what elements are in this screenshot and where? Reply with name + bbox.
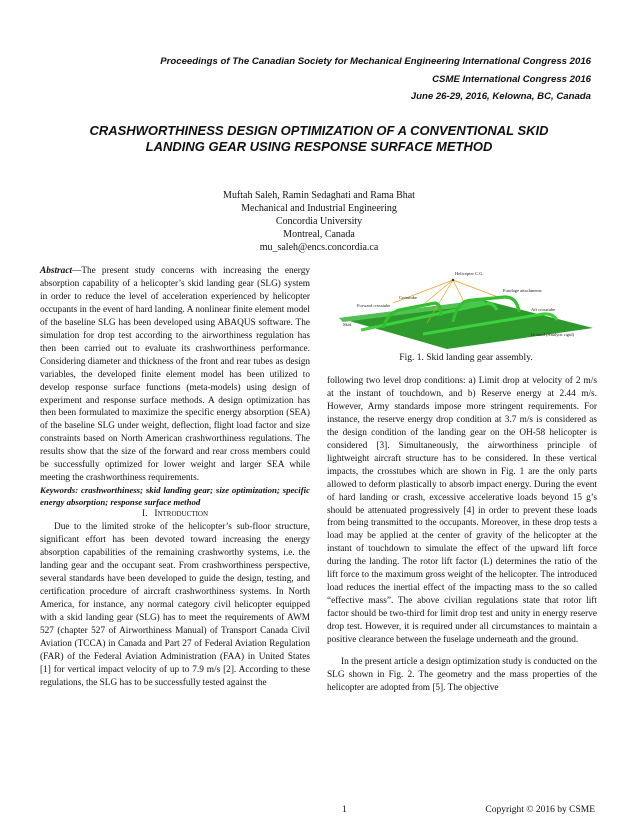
- proceedings-line: Proceedings of The Canadian Society for Mechanical Engineering International Congress 2016: [160, 56, 591, 67]
- right-paragraph-2: In the present article a design optimization study is conducted on the SLG shown in Fig. 2. The geometry and the mass properties of the helicopter are adopted from [5]. The objective: [327, 657, 597, 693]
- right-paragraph-1: following two level drop conditions: a) Limit drop at velocity of 2 m/s at the instant of touchdown, and b) Reserve energy at 2.44 m/s. However, Army standards impose more stringent requirements. For instance, the reserve energy drop condition at 3.7 m/s is considered as the design condition of the landing gear on the OH-58 helicopter is considered [3]. Simultaneously, the airworthiness principle of lightweight aircraft structure has to be considered. In these vertical impacts, the crosstubes which are shown in Fig. 1 are the only parts allowed to deform plastically to absorb impact energy. During the event of hard landing or crash, excessive accelerative loads beyond 15 g’s should be attenuated progressively [4] in order to prevent these loads from being transmitted to the occupants. Moreover, in these drop tests a load may be applied at the center of gravity of the helicopter at the instant of touchdown to simulate the effect of the upward lift force during the landing. The rotor lift factor (L) determines the ratio of the lift force to the maximum gross weight of the helicopter. The introduced load reduces the inertial effect of the impacting mass to the so called “effective mass”. The above civilian regulations state that rotor lift factor should be two-third for limit drop test and unity in energy reserve drop test. However, it is required under all circumstances to maintain a positive clearance between the fuselage underneath and the ground.: [327, 376, 597, 646]
- conference-date-location: June 26-29, 2016, Kelowna, BC, Canada: [410, 91, 591, 102]
- label-crosstube: Crosstube: [399, 295, 417, 300]
- section-title: Introduction: [154, 509, 209, 520]
- abstract-text: —The present study concerns with increasing the energy absorption capability of a helicopter’s skid landing gear (SLG) system in order to reduce the level of acceleration experienced by helicopter occupants in the event of hard landing. A nonlinear finite element model of the baseline SLG has been developed using ABAQUS software. The simulation for drop test according to the airworthiness regulation has then been carried out to evaluate its crashworthiness performance. Considering diameter and thickness of the front and rear tubes as design variables, the developed finite element model has been utilized to develop response surface functions (meta-models) using design of experiment and response surface methods. A design optimization has then been formulated to maximize the specific energy absorption (SEA) of the baseline SLG under weight, deflection, flight load factor and size constraints based on North American crashworthiness regulations. The results show that the size of the forward and rear cross members could be successfully optimized for lower weight and larger SEA while meeting the crashworthiness requirements.: [40, 266, 310, 484]
- label-forward-crosstube: Forward crosstube: [357, 303, 391, 308]
- label-fuselage-attachments: Fuselage attachments: [503, 288, 542, 293]
- right-column: [327, 375, 597, 695]
- label-aft-crosstube: Aft crosstube: [531, 307, 556, 312]
- figure-caption: Fig. 1. Skid landing gear assembly.: [399, 353, 533, 363]
- author-names: Muftah Saleh, Ramin Sedaghati and Rama Bhat: [223, 190, 415, 201]
- abstract: [40, 265, 310, 485]
- author-department: Mechanical and Industrial Engineering: [241, 203, 397, 214]
- author-email: mu_saleh@encs.concordia.ca: [259, 242, 379, 253]
- intro-paragraph: Due to the limited stroke of the helicopter’s sub-floor structure, significant effort has been devoted toward increasing the energy absorption capabilities of the remaining crashworthy systems, i.e. the landing gear and the occupant seat. From crashworthiness perspective, several standards have been developed to guide the design, testing, and certification procedure of aircraft crashworthiness systems. In North America, for instance, any normal category civil helicopter equipped with a skid landing gear (SLG) has to meet the requirements of AWM 527 (chapter 527 of Airworthiness Manual) of Transport Canada Civil Aviation (TCCA) in Canada and Part 27 of Federal Aviation Regulation (FAR) of the Federal Aviation Administration (FAA) in United States [1] for vertical impact velocity of up to 7.9 m/s [2]. According to these regulations, the SLG has to be successfully tested against the: [40, 522, 310, 688]
- section-number: I.: [141, 509, 148, 520]
- author-university: Concordia University: [275, 216, 363, 227]
- label-ground: Ground (Analytic rigid): [531, 332, 574, 337]
- label-skid: Skid: [343, 322, 352, 327]
- copyright: Copyright © 2016 by CSME: [485, 805, 595, 815]
- paper-title: [40, 123, 598, 155]
- section-heading: [40, 508, 310, 521]
- title-line-2: LANDING GEAR USING RESPONSE SURFACE METHOD: [145, 139, 493, 154]
- abstract-label: Abstract: [40, 266, 73, 276]
- cg-marker: [452, 279, 454, 281]
- skid-landing-gear-figure: [335, 270, 597, 350]
- title-line-1: CRASHWORTHINESS DESIGN OPTIMIZATION OF A CONVENTIONAL SKID: [89, 123, 549, 138]
- page-number: 1: [342, 805, 347, 815]
- label-helicopter-cg: Helicopter C.G.: [455, 271, 484, 276]
- left-column: [40, 265, 310, 690]
- author-city: Montreal, Canada: [283, 229, 355, 240]
- conference-name: CSME International Congress 2016: [432, 74, 591, 85]
- keywords: Keywords: crashworthiness; skid landing gear; size optimization; specific energy absorption; response surface method: [40, 485, 310, 507]
